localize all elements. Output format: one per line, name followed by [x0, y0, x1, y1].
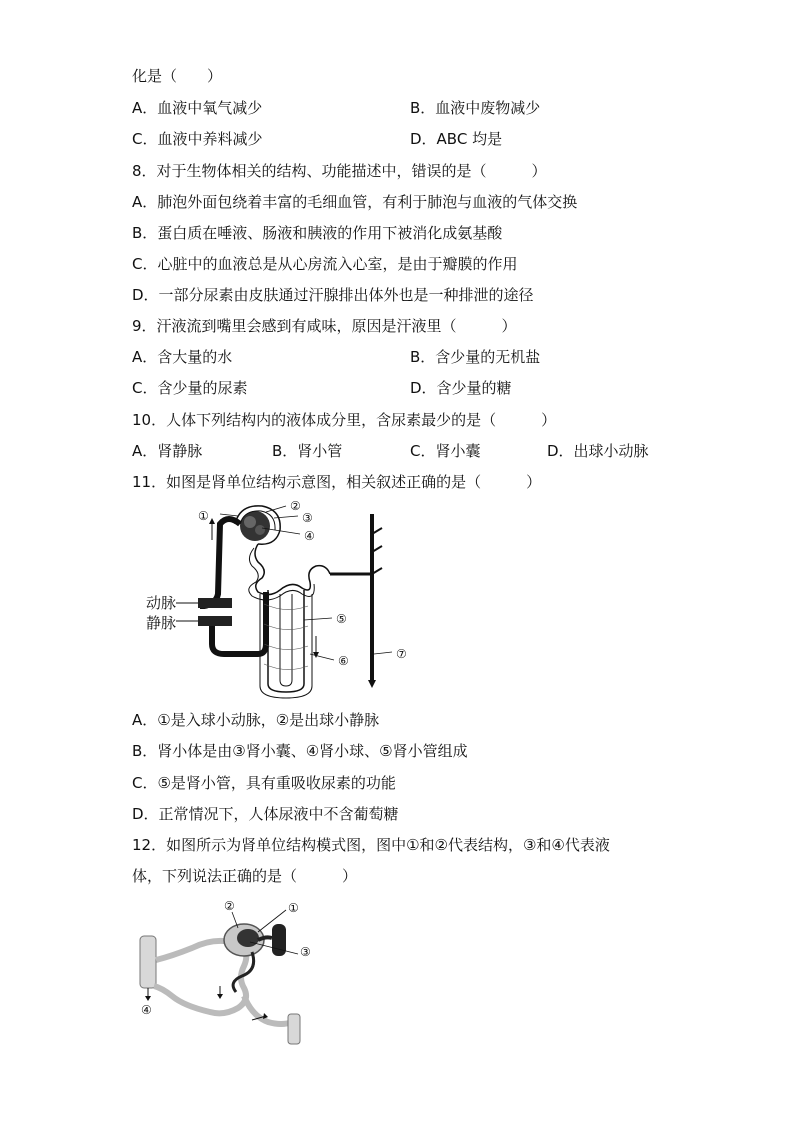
model-label-1: ① — [288, 901, 299, 915]
nephron-model-diagram — [132, 896, 332, 1048]
label-4: ④ — [304, 529, 315, 543]
q10-stem: 10．人体下列结构内的液体成分里，含尿素最少的是（ ） — [132, 411, 557, 429]
label-3: ③ — [302, 511, 313, 525]
q8-option-b: B．蛋白质在唾液、肠液和胰液的作用下被消化成氨基酸 — [132, 224, 503, 242]
q9-option-d: D．含少量的糖 — [410, 379, 512, 397]
q8-option-a: A．肺泡外面包绕着丰富的毛细血管，有利于肺泡与血液的气体交换 — [132, 193, 578, 211]
q12-stem-line1: 12．如图所示为肾单位结构模式图，图中①和②代表结构，③和④代表液 — [132, 836, 610, 854]
q12-stem-line2: 体，下列说法正确的是（ ） — [132, 867, 358, 885]
afferent-vessel-shape — [200, 519, 240, 606]
q7-stem-tail: 化是（ ） — [132, 67, 223, 85]
q11-option-a: A．①是入球小动脉，②是出球小静脉 — [132, 711, 380, 729]
q10-option-b: B．肾小管 — [272, 442, 343, 460]
q11-stem: 11．如图是肾单位结构示意图，相关叙述正确的是（ ） — [132, 473, 542, 491]
q9-stem: 9．汗液流到嘴里会感到有咸味，原因是汗液里（ ） — [132, 317, 517, 335]
q11-option-d: D．正常情况下，人体尿液中不含葡萄糖 — [132, 805, 399, 823]
model-label-3: ③ — [300, 945, 311, 959]
vein-stub — [198, 616, 232, 626]
label-artery: 动脉 — [146, 594, 177, 612]
label-vein: 静脉 — [146, 614, 177, 632]
q7-option-d: D．ABC 均是 — [410, 130, 503, 148]
label-1: ① — [198, 509, 209, 523]
model-glomerulus — [237, 929, 259, 947]
model-label-2: ② — [224, 899, 235, 913]
label-6: ⑥ — [338, 654, 349, 668]
q11-option-c: C．⑤是肾小管，具有重吸收尿素的功能 — [132, 774, 396, 792]
model-label-4: ④ — [141, 1003, 152, 1017]
q11-option-b: B．肾小体是由③肾小囊、④肾小球、⑤肾小管组成 — [132, 742, 468, 760]
q8-option-d: D．一部分尿素由皮肤通过汗腺排出体外也是一种排泄的途径 — [132, 286, 534, 304]
loop-of-henle-shape — [268, 590, 304, 692]
model-collecting-duct — [140, 936, 156, 988]
q7-option-c: C．血液中养料减少 — [132, 130, 263, 148]
q10-option-a: A．肾静脉 — [132, 442, 203, 460]
q8-stem: 8．对于生物体相关的结构、功能描述中，错误的是（ ） — [132, 162, 547, 180]
artery-stub — [198, 598, 232, 608]
q9-option-c: C．含少量的尿素 — [132, 379, 248, 397]
q10-option-d: D．出球小动脉 — [547, 442, 649, 460]
q9-option-b: B．含少量的无机盐 — [410, 348, 541, 366]
q10-option-c: C．肾小囊 — [410, 442, 481, 460]
nephron-diagram — [140, 494, 420, 702]
label-2: ② — [290, 499, 301, 513]
proximal-tubule-shape — [255, 544, 330, 595]
q7-option-a: A．血液中氧气减少 — [132, 99, 263, 117]
q8-option-c: C．心脏中的血液总是从心房流入心室，是由于瓣膜的作用 — [132, 255, 518, 273]
q7-option-b: B．血液中废物减少 — [410, 99, 541, 117]
q9-option-a: A．含大量的水 — [132, 348, 233, 366]
label-5: ⑤ — [336, 612, 347, 626]
model-dark-vessel — [272, 924, 286, 956]
label-7: ⑦ — [396, 647, 407, 661]
